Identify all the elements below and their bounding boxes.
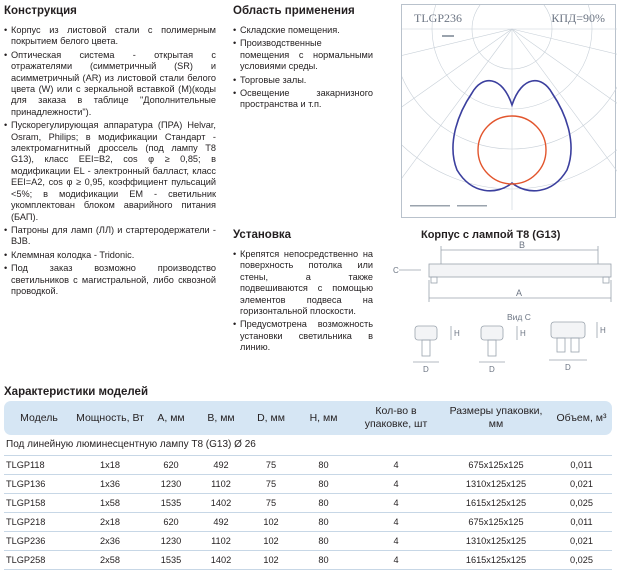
installation-title: Установка: [233, 229, 292, 241]
construction-title: Конструкция: [4, 5, 77, 17]
column-header: A, мм: [146, 401, 196, 435]
table-row: [4, 512, 612, 531]
application-title: Область применения: [233, 5, 355, 17]
table-cell: TLGP236: [4, 531, 74, 550]
table-cell: 620: [146, 455, 196, 474]
polar-grid-graphic: [402, 5, 617, 219]
table-cell: 0,011: [551, 455, 612, 474]
table-cell: 1615x125x125: [441, 493, 551, 512]
table-row: [4, 474, 612, 493]
list-item: • Крепятся непосредственно на поверхность потолка или стены, а также подвешиваются с помощью элементов подвеса на горизонтальной плоскости.: [233, 249, 373, 317]
table-cell: 4: [351, 550, 441, 569]
chart-efficiency: КПД=90%: [551, 11, 605, 25]
table-cell: 1230: [146, 474, 196, 493]
view-label: Вид С: [507, 312, 531, 322]
table-cell: 102: [246, 512, 296, 531]
table-cell: 4: [351, 531, 441, 550]
table-cell: 2x36: [74, 531, 146, 550]
table-cell: 75: [246, 493, 296, 512]
table-cell: 1535: [146, 493, 196, 512]
table-cell: 4: [351, 512, 441, 531]
table-cell: 0,025: [551, 493, 612, 512]
table-group-row: [4, 435, 612, 455]
application-list: [233, 25, 373, 113]
list-item: • Торговые залы.: [233, 75, 373, 86]
table-cell: 0,021: [551, 474, 612, 493]
legend-mark: [457, 205, 487, 207]
table-cell: 1102: [196, 474, 246, 493]
table-cell: 1x36: [74, 474, 146, 493]
column-header: Размеры упаковки, мм: [441, 401, 551, 435]
list-item: • Производственные помещения с нормальными условиями среды.: [233, 38, 373, 72]
table-cell: 75: [246, 474, 296, 493]
table-cell: TLGP158: [4, 493, 74, 512]
dim-label-d: D: [489, 365, 495, 374]
table-cell: TLGP218: [4, 512, 74, 531]
table-cell: TLGP118: [4, 455, 74, 474]
list-item: • Складские помещения.: [233, 25, 373, 36]
table-cell: 4: [351, 474, 441, 493]
table-row: [4, 455, 612, 474]
list-item: • Предусмотрена возможность установки светильника в линию.: [233, 319, 373, 353]
dim-label-c: C: [393, 266, 399, 275]
column-header: D, мм: [246, 401, 296, 435]
column-header: Объем, м³: [551, 401, 612, 435]
list-item: • Освещение закарнизного пространства и т.п.: [233, 88, 373, 111]
models-table: [4, 401, 612, 570]
table-cell: 1402: [196, 493, 246, 512]
table-cell: 102: [246, 531, 296, 550]
table-cell: 1x58: [74, 493, 146, 512]
dim-label-b: B: [519, 240, 526, 250]
table-cell: 1615x125x125: [441, 550, 551, 569]
table-cell: 2x18: [74, 512, 146, 531]
table-cell: TLGP258: [4, 550, 74, 569]
group-label: Под линейную люминесцентную лампу T8 (G13) Ø 26: [4, 435, 612, 455]
column-header: Модель: [4, 401, 74, 435]
chart-model-name: TLGP236: [414, 11, 462, 25]
table-cell: 0,021: [551, 531, 612, 550]
table-cell: 75: [246, 455, 296, 474]
table-cell: 4: [351, 493, 441, 512]
table-cell: 80: [296, 455, 351, 474]
list-item: • Оптическая система - открытая с отражателями (симметричный (SR) и асимметричный (AR) из листовой стали белого цвета (W) или с зеркальной вставкой (M)(коды для заказа в таблице "Дополнительные принадлежности").: [4, 50, 216, 118]
table-cell: 1230: [146, 531, 196, 550]
installation-list: [233, 249, 373, 356]
dim-label-d: D: [423, 365, 429, 374]
table-cell: TLGP136: [4, 474, 74, 493]
housing-drawing: [391, 240, 616, 380]
table-cell: 0,025: [551, 550, 612, 569]
list-item: • Пускорегулирующая аппаратура (ПРА) Helvar, Osram, Philips; в модификации Стандарт - электромагнитный дроссель (под лампу T8 G13), класс EEI=B2, cos φ ≥ 0,85; в модификации EL - электронный балласт, класс EEI=A2, cos φ ≥ 0,95, коэффициент пульсаций <5%; в модификации EM - светильник укомплектован блоком аварийного питания (БАП).: [4, 120, 216, 223]
dim-label-a: A: [516, 288, 523, 298]
table-cell: 620: [146, 512, 196, 531]
table-cell: 80: [296, 550, 351, 569]
dim-label-h: H: [520, 329, 526, 338]
list-item: • Клеммная колодка - Tridonic.: [4, 250, 216, 261]
table-cell: 675x125x125: [441, 455, 551, 474]
table-cell: 80: [296, 474, 351, 493]
table-cell: 0,011: [551, 512, 612, 531]
table-cell: 2x58: [74, 550, 146, 569]
list-item: • Под заказ возможно производство светильников с магистральной, либо сквозной проводкой.: [4, 263, 216, 297]
table-row: [4, 493, 612, 512]
table-cell: 80: [296, 493, 351, 512]
table-cell: 492: [196, 512, 246, 531]
table-cell: 1x18: [74, 455, 146, 474]
table-cell: 1402: [196, 550, 246, 569]
dim-label-h: H: [600, 326, 606, 335]
table-cell: 675x125x125: [441, 512, 551, 531]
legend-mark: [410, 205, 450, 207]
column-header: B, мм: [196, 401, 246, 435]
table-title: Характеристики моделей: [4, 386, 149, 398]
table-cell: 1310x125x125: [441, 531, 551, 550]
list-item: • Корпус из листовой стали с полимерным покрытием белого цвета.: [4, 25, 216, 48]
polar-light-distribution-chart: [401, 4, 616, 218]
table-cell: 80: [296, 512, 351, 531]
dim-label-d: D: [565, 363, 571, 372]
dim-label-h: H: [454, 329, 460, 338]
table-cell: 80: [296, 531, 351, 550]
column-header: H, мм: [296, 401, 351, 435]
column-header: Кол-во в упаковке, шт: [351, 401, 441, 435]
legend-mark: [442, 35, 454, 37]
table-cell: 4: [351, 455, 441, 474]
construction-list: [4, 25, 216, 299]
list-item: • Патроны для ламп (ЛЛ) и стартеродержатели - BJB.: [4, 225, 216, 248]
table-row: [4, 531, 612, 550]
table-cell: 1310x125x125: [441, 474, 551, 493]
table-row: [4, 550, 612, 569]
table-header-row: [4, 401, 612, 435]
table-cell: 492: [196, 455, 246, 474]
table-cell: 1102: [196, 531, 246, 550]
table-cell: 102: [246, 550, 296, 569]
drawing-title: Корпус с лампой T8 (G13): [421, 229, 561, 241]
table-cell: 1535: [146, 550, 196, 569]
column-header: Мощность, Вт: [74, 401, 146, 435]
